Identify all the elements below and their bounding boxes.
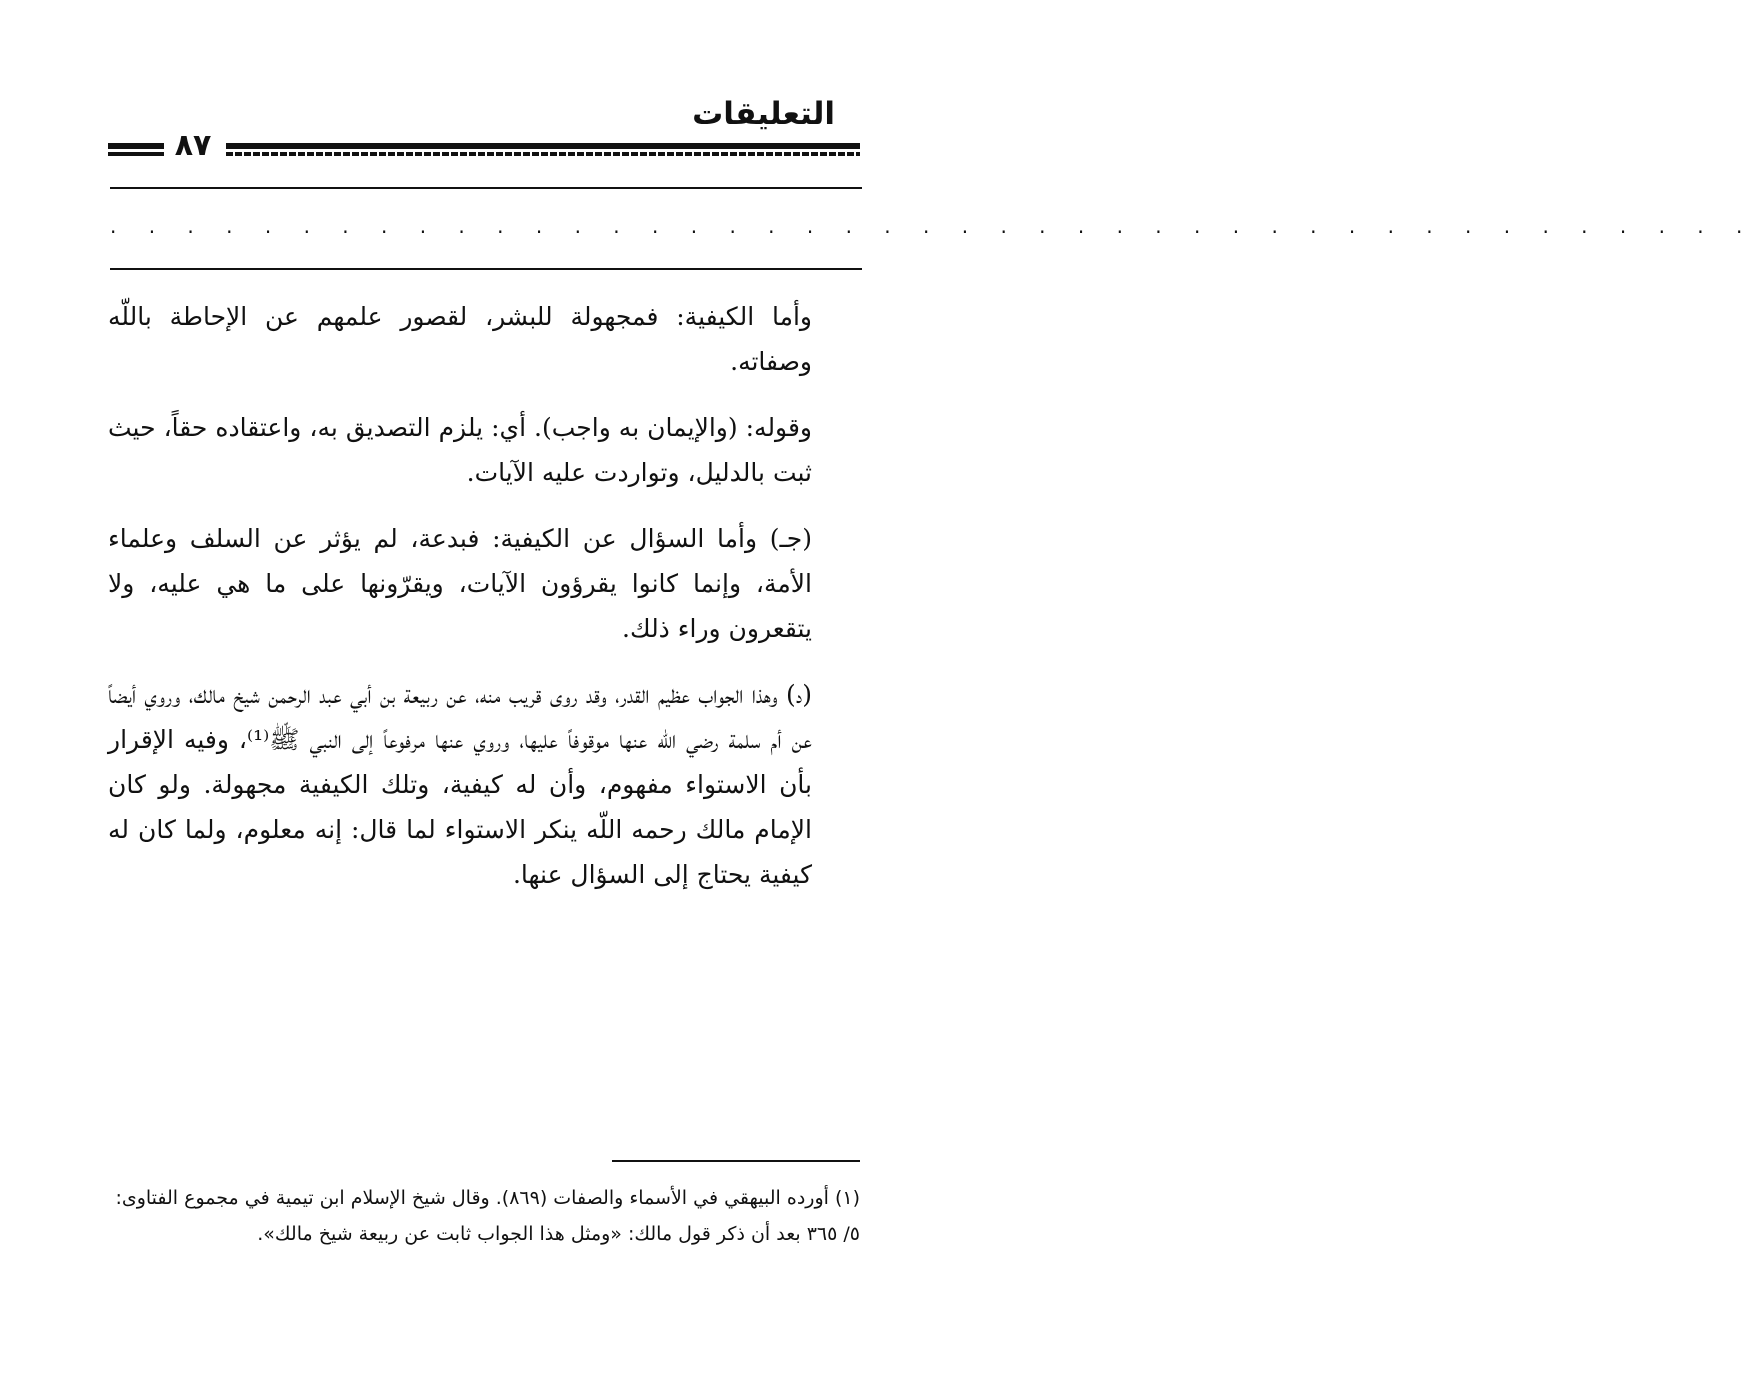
footnote-divider [612, 1160, 860, 1162]
footnote [108, 1180, 860, 1252]
footnote-line-1: (١) أورده البيهقي في الأسماء والصفات (٨٦٩). وقال شيخ الإسلام ابن تيمية في مجموع الفتاوى: [115, 1187, 860, 1209]
header-rule-left-lower [108, 152, 164, 156]
paragraph-1: وأما الكيفية: فمجهولة للبشر، لقصور علمهم عن الإحاطة باللّه وصفاته. [108, 302, 812, 376]
header-rule [226, 143, 860, 149]
running-title: التعليقات [692, 96, 835, 132]
dotted-separator: · · · · · · · · · · · · · · · · · · · · · · · · · · · · · · · · · · · · · · · · · · · [110, 220, 1755, 244]
header-rule-left [108, 143, 164, 149]
paragraph-3: (جـ) وأما السؤال عن الكيفية: فبدعة، لم يؤثر عن السلف وعلماء الأمة، وإنما كانوا يقرؤون الآيات، ويقرّونها على ما هي عليه، ولا يتقعرون وراء ذلك. [108, 524, 812, 643]
bottom-divider [110, 268, 862, 270]
paragraph-4: (د) وهذا الجواب عظيم القدر، وقد روى قريب منه، عن ربيعة بن أبي عبد الرحمن شيخ مالك، وروي أيضاً عن أم سلمة رضي اللّه عنها موقوفاً عليها، وروي عنها مرفوعاً إلى النبي ﷺ⁽¹⁾، وفيه الإقرار بأن الاستواء مفهوم، وأن له كيفية، وتلك الكيفية مجهولة. ولو كان الإمام مالك رحمه اللّه ينكر الاستواء لما قال: إنه معلوم، ولما كان له كيفية يحتاج إلى السؤال عنها. [108, 680, 812, 889]
page-number: ٨٧ [174, 128, 212, 163]
header-rule-dashed [226, 152, 860, 156]
paragraph-2: وقوله: (والإيمان به واجب). أي: يلزم التصديق به، واعتقاده حقاً، حيث ثبت بالدليل، وتواردت عليه الآيات. [108, 413, 812, 487]
body-text [108, 294, 812, 915]
top-divider [110, 187, 862, 189]
footnote-line-2: ٥/ ٣٦٥ بعد أن ذكر قول مالك: «ومثل هذا الجواب ثابت عن ربيعة شيخ مالك». [257, 1223, 860, 1245]
